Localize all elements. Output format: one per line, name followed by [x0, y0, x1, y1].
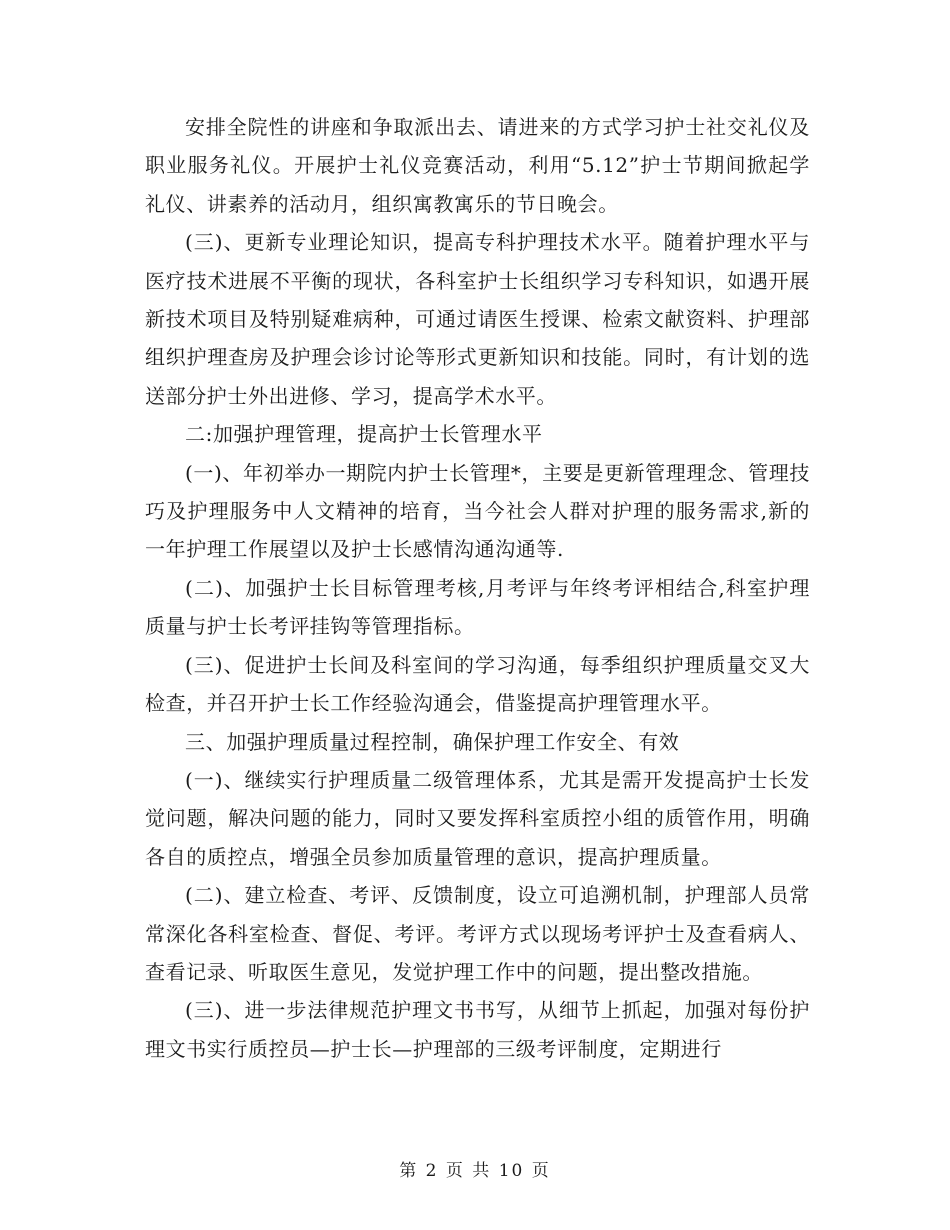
page-number-footer: 第 2 页 共 10 页 [399, 1161, 551, 1181]
paragraph-two-level-system: (一)、继续实行护理质量二级管理体系，尤其是需开发提高护士长发觉问题，解决问题的能力，同时又要发挥科室质控小组的质管作用，明确各自的质控点，增强全员参加质量管理的意识，提高护理质量。 [145, 767, 810, 869]
paragraph-target-assessment: (二)、加强护士长目标管理考核,月考评与年终考评相结合,科室护理质量与护士长考评挂钩等管理指标。 [145, 575, 810, 639]
section-heading-quality-control: 三、加强护理质量过程控制，确保护理工作安全、有效 [185, 729, 680, 754]
document-body [145, 108, 810, 1068]
paragraph-cross-inspection: (三)、促进护士长间及科室间的学习沟通，每季组织护理质量交叉大检查，并召开护士长工作经验沟通会，借鉴提高护理管理水平。 [145, 652, 810, 716]
paragraph-head-nurse-training: (一)、年初举办一期院内护士长管理*，主要是更新管理理念、管理技巧及护理服务中人文精神的培育，当今社会人群对护理的服务需求,新的一年护理工作展望以及护士长感情沟通沟通等. [145, 460, 810, 562]
paragraph-inspection-feedback: (二)、建立检查、考评、反馈制度，设立可追溯机制，护理部人员常常深化各科室检查、督促、考评。考评方式以现场考评护士及查看病人、查看记录、听取医生意见，发觉护理工作中的问题，提出整改措施。 [145, 883, 810, 984]
section-heading-management: 二:加强护理管理，提高护士长管理水平 [185, 422, 543, 447]
paragraph-documentation-standards: (三)、进一步法律规范护理文书书写，从细节上抓起，加强对每份护理文书实行质控员—护士长—护理部的三级考评制度，定期进行 [145, 998, 810, 1061]
paragraph-update-knowledge: (三)、更新专业理论知识，提高专科护理技术水平。随着护理水平与医疗技术进展不平衡的现状，各科室护士长组织学习专科知识，如遇开展新技术项目及特别疑难病种，可通过请医生授课、检索文献资料、护理部组织护理查房及护理会诊讨论等形式更新知识和技能。同时，有计划的选送部分护士外出进修、学习，提高学术水平。 [145, 230, 810, 408]
paragraph-etiquette-training: 安排全院性的讲座和争取派出去、请进来的方式学习护士社交礼仪及职业服务礼仪。开展护士礼仪竞赛活动，利用“5.12”护士节期间掀起学礼仪、讲素养的活动月，组织寓教寓乐的节日晚会。 [145, 115, 810, 216]
